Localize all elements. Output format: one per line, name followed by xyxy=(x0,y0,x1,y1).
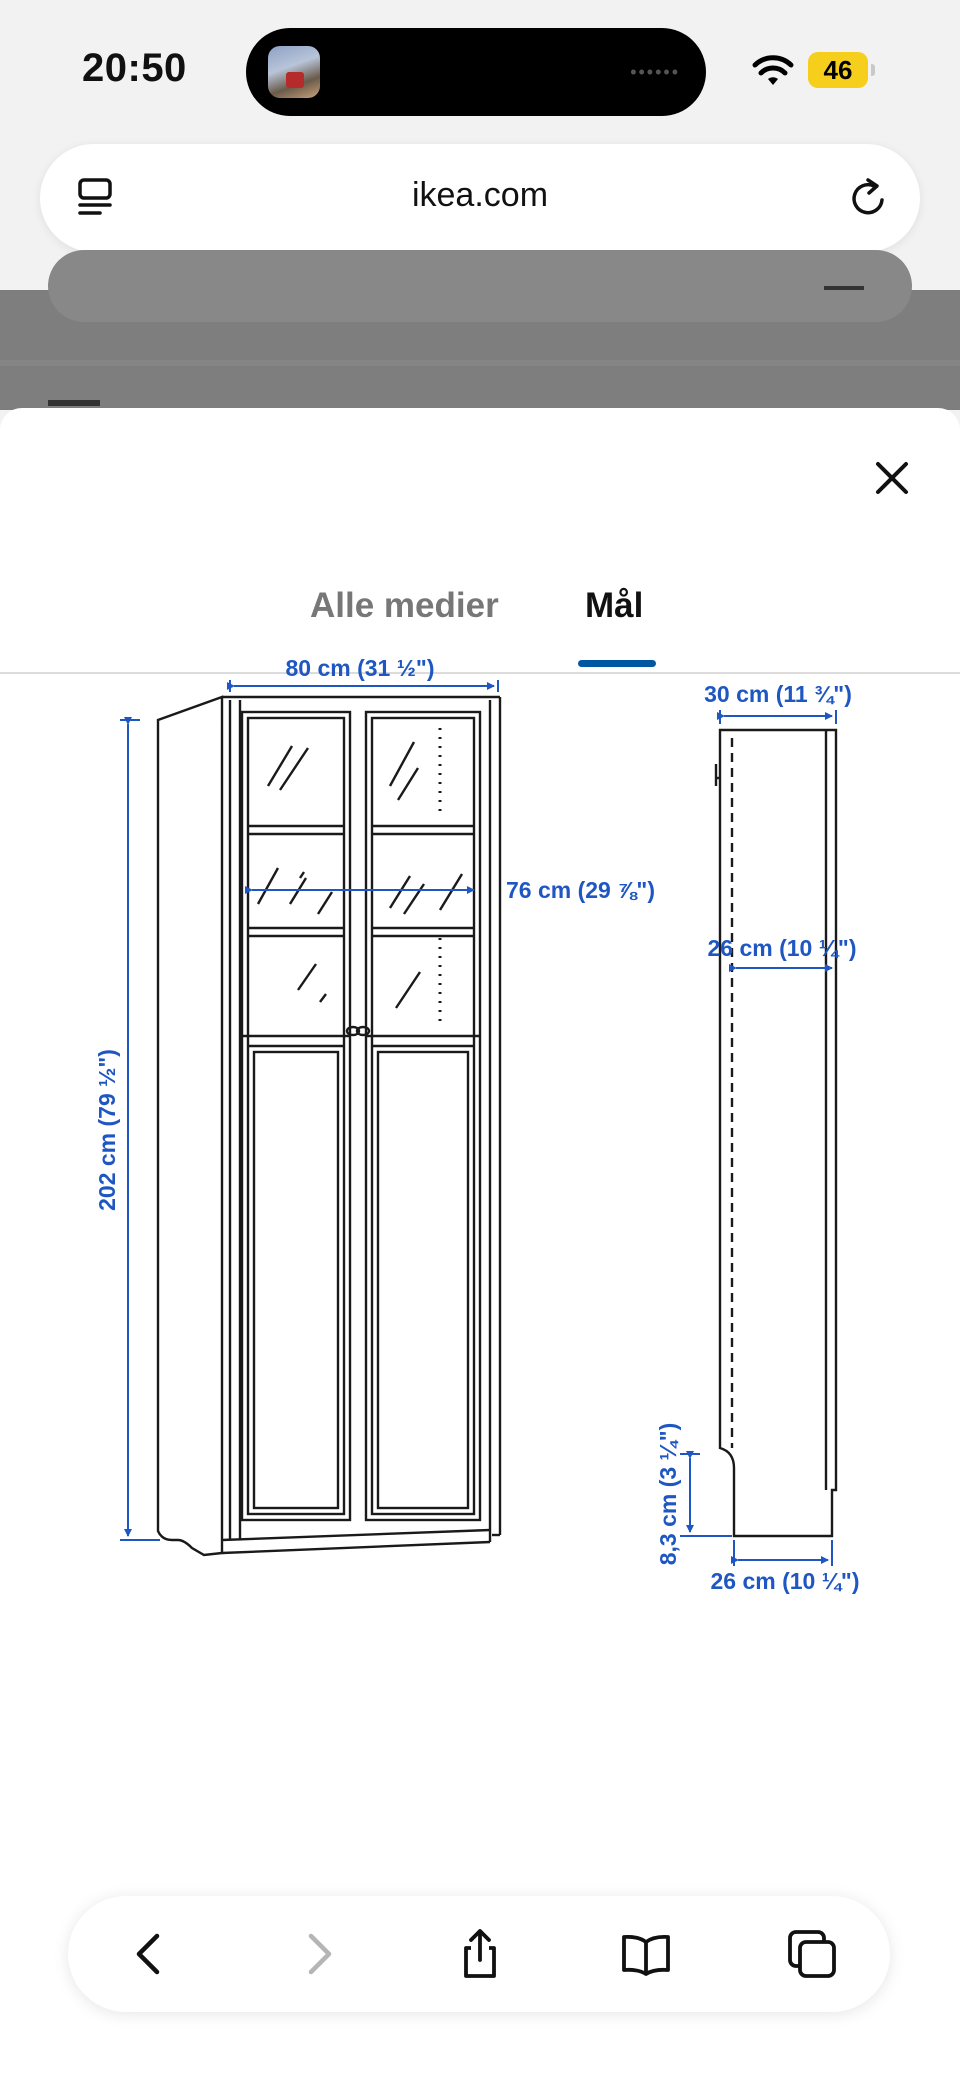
reload-icon[interactable] xyxy=(844,174,892,222)
tab-divider xyxy=(0,672,960,674)
dimension-inner-width-label: 76 cm (29 ⅞") xyxy=(506,877,655,903)
audio-activity-indicator: •••••• xyxy=(630,62,680,82)
tab-dimensions[interactable]: Mål xyxy=(585,586,644,625)
dimmed-search-pill xyxy=(48,250,912,322)
dimmed-icon xyxy=(48,400,100,406)
status-time: 20:50 xyxy=(82,46,187,90)
dynamic-island[interactable] xyxy=(246,28,706,116)
back-icon[interactable] xyxy=(124,1928,176,1980)
tab-all-media[interactable]: Alle medier xyxy=(310,586,499,625)
dimmed-page-content xyxy=(0,290,960,410)
dimension-drawing xyxy=(0,655,960,1678)
side-dimension-lines xyxy=(680,710,836,1566)
close-icon xyxy=(875,461,909,495)
status-bar xyxy=(0,0,960,140)
now-playing-thumbnail[interactable] xyxy=(268,46,320,98)
wifi-icon xyxy=(752,54,794,88)
bookmarks-icon[interactable] xyxy=(620,1928,672,1980)
dimension-base-depth-label: 26 cm (10 ¼") xyxy=(710,1568,860,1594)
tabs-icon[interactable] xyxy=(786,1928,838,1980)
battery-icon xyxy=(808,52,868,88)
share-icon[interactable] xyxy=(454,1928,506,1980)
dimension-inner-depth-label: 26 cm (10 ¼") xyxy=(707,935,857,961)
forward-icon[interactable] xyxy=(292,1928,344,1980)
front-view-cabinet xyxy=(158,697,500,1555)
side-view-cabinet xyxy=(716,730,836,1536)
dimension-width-label: 80 cm (31 ½") xyxy=(285,655,435,681)
dimmed-divider xyxy=(824,286,864,290)
battery-level: 46 xyxy=(823,54,853,85)
dimension-depth-label: 30 cm (11 ¾") xyxy=(704,681,852,707)
address-bar[interactable] xyxy=(40,144,920,252)
dimension-plinth-height-label: 8,3 cm (3 ¼") xyxy=(655,1422,681,1566)
dimension-height-label: 202 cm (79 ½") xyxy=(94,1049,120,1211)
media-modal xyxy=(0,408,960,2081)
browser-toolbar xyxy=(68,1896,890,2012)
active-tab-indicator xyxy=(578,660,656,667)
dimmed-band xyxy=(0,360,960,366)
url-text[interactable]: ikea.com xyxy=(411,176,549,214)
close-button[interactable] xyxy=(866,452,918,504)
